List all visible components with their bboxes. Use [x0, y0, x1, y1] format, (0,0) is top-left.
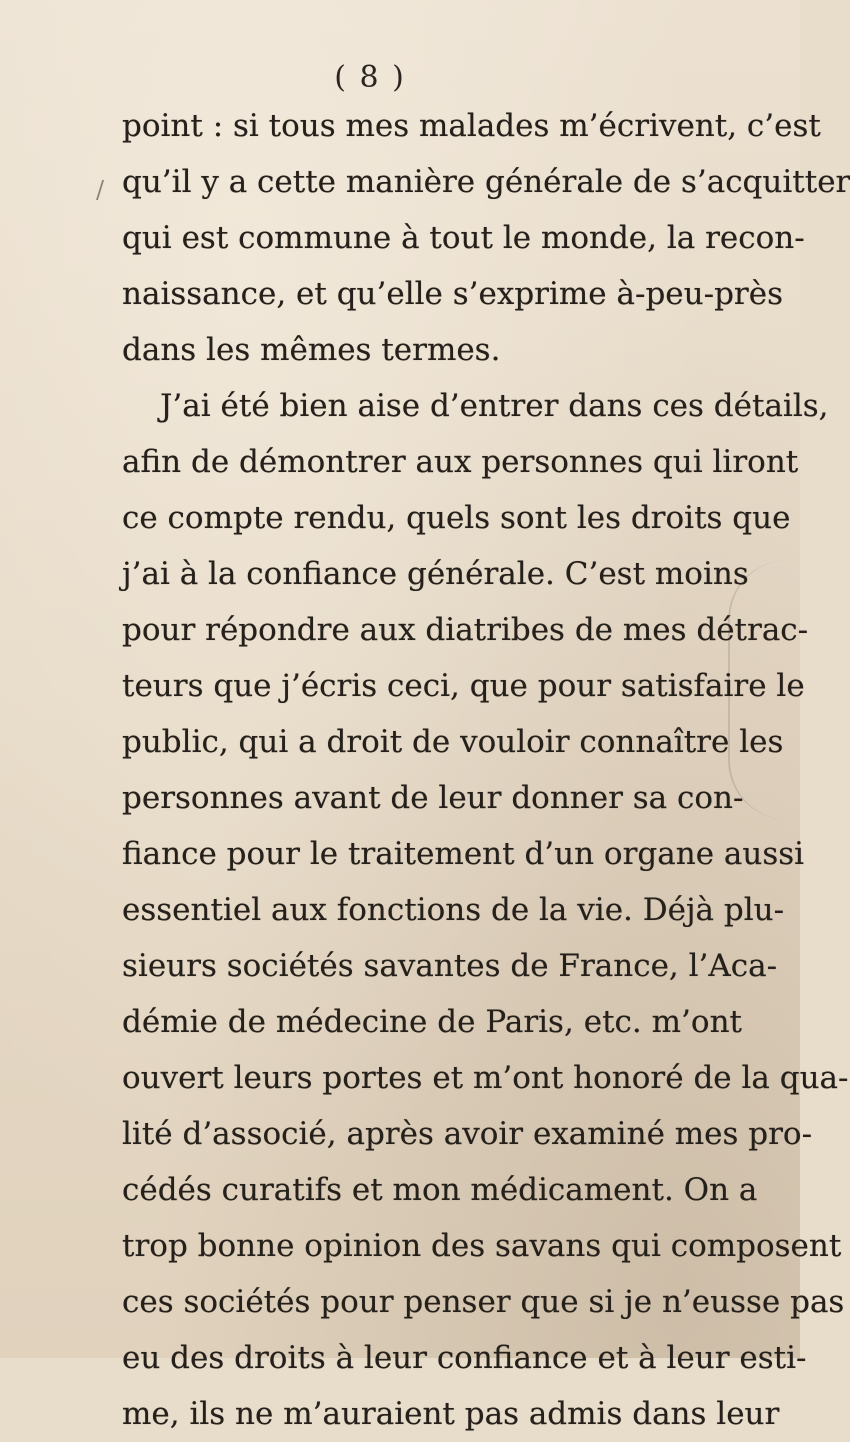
- text-line: qui est commune à tout le monde, la recon-: [122, 220, 805, 256]
- text-line: personnes avant de leur donner sa con-: [122, 780, 744, 816]
- text-line: qu’il y a cette manière générale de s’acquitter: [122, 164, 850, 200]
- text-line: eu des droits à leur confiance et à leur esti-: [122, 1340, 807, 1376]
- text-line: trop bonne opinion des savans qui composent: [122, 1228, 842, 1264]
- text-line: ouvert leurs portes et m’ont honoré de la qua-: [122, 1060, 849, 1096]
- margin-mark: /: [96, 176, 105, 204]
- text-line: naissance, et qu’elle s’exprime à-peu-près: [122, 276, 784, 312]
- text-line: public, qui a droit de vouloir connaître les: [122, 724, 784, 760]
- text-line: dans les mêmes termes.: [122, 332, 501, 368]
- text-line: essentiel aux fonctions de la vie. Déjà plu-: [122, 892, 785, 928]
- text-line: sieurs sociétés savantes de France, l’Aca-: [122, 948, 778, 984]
- text-line: ces sociétés pour penser que si je n’eusse pas: [122, 1284, 845, 1320]
- text-line: point : si tous mes malades m’écrivent, c’est: [122, 108, 821, 144]
- text-line: teurs que j’écris ceci, que pour satisfaire le: [122, 668, 805, 704]
- text-line: fiance pour le traitement d’un organe aussi: [122, 836, 805, 872]
- text-line: me, ils ne m’auraient pas admis dans leur: [122, 1396, 780, 1432]
- text-line: pour répondre aux diatribes de mes détrac-: [122, 612, 809, 648]
- text-line: démie de médecine de Paris, etc. m’ont: [122, 1004, 742, 1040]
- text-line: cédés curatifs et mon médicament. On a: [122, 1172, 758, 1208]
- text-line: lité d’associé, après avoir examiné mes pro-: [122, 1116, 813, 1152]
- page-number: ( 8 ): [334, 60, 406, 95]
- text-line: ce compte rendu, quels sont les droits que: [122, 500, 791, 536]
- text-line: afin de démontrer aux personnes qui liront: [122, 444, 799, 480]
- text-line: j’ai à la confiance générale. C’est moins: [122, 556, 749, 592]
- text-line: J’ai été bien aise d’entrer dans ces détails,: [160, 388, 829, 424]
